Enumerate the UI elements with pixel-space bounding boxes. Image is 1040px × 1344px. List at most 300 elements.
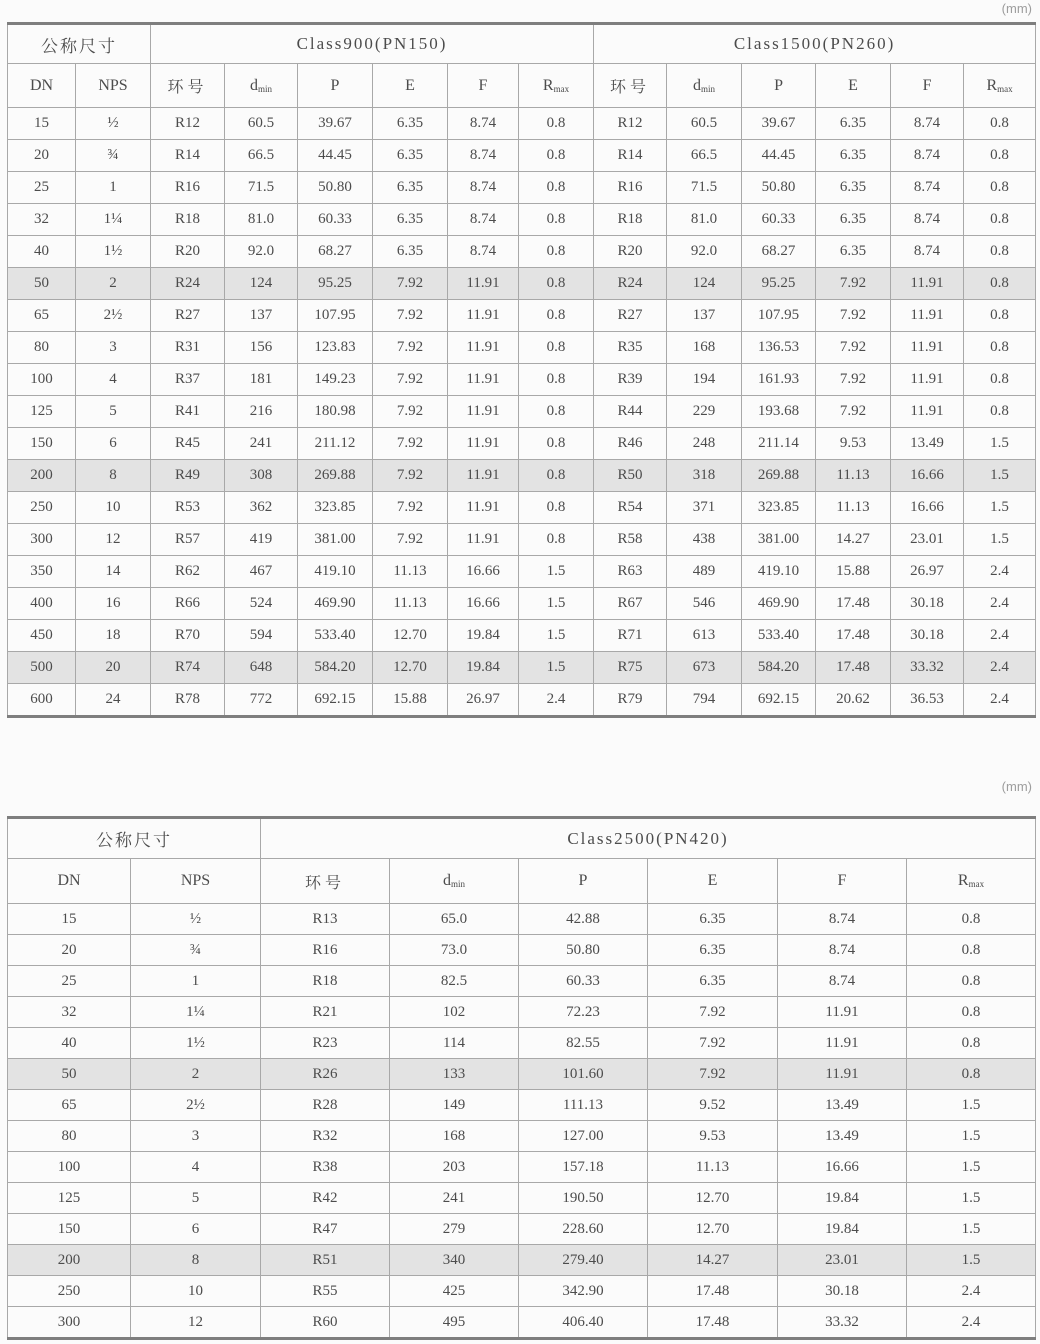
table-cell-p1: 127.00 — [519, 1121, 648, 1152]
table-cell-dmin1: 71.5 — [225, 172, 298, 204]
table-cell-rmax1: 2.4 — [907, 1276, 1036, 1307]
table-cell-dmin2: 124 — [667, 268, 742, 300]
table-row — [8, 556, 1036, 588]
nominal-size-header: 公称尺寸 — [8, 24, 151, 64]
table-cell-dmin1: 425 — [390, 1276, 519, 1307]
table-cell-e2: 7.92 — [816, 300, 891, 332]
table-cell-rmax2: 0.8 — [964, 108, 1036, 140]
table-cell-p2: 50.80 — [742, 172, 816, 204]
table-cell-f1: 8.74 — [448, 140, 519, 172]
table-cell-f2: 11.91 — [891, 268, 964, 300]
table-cell-rmax1: 0.8 — [519, 140, 594, 172]
table-cell-ring2: R39 — [594, 364, 667, 396]
col-header-p: P — [519, 859, 648, 904]
table-cell-ring2: R14 — [594, 140, 667, 172]
table-cell-f2: 8.74 — [891, 140, 964, 172]
table-cell-rmax2: 0.8 — [964, 140, 1036, 172]
table-cell-p1: 72.23 — [519, 997, 648, 1028]
table-cell-e2: 17.48 — [816, 620, 891, 652]
table-cell-rmax1: 1.5 — [519, 652, 594, 684]
table-cell-ring1: R18 — [151, 204, 225, 236]
table-cell-e1: 6.35 — [373, 236, 448, 268]
table-cell-p1: 323.85 — [298, 492, 373, 524]
table-cell-p1: 82.55 — [519, 1028, 648, 1059]
table-cell-dmin2: 613 — [667, 620, 742, 652]
table-cell-ring1: R27 — [151, 300, 225, 332]
table-cell-e1: 11.13 — [648, 1152, 778, 1183]
table-cell-dmin1: 524 — [225, 588, 298, 620]
table-cell-p1: 50.80 — [298, 172, 373, 204]
table-cell-rmax1: 1.5 — [907, 1121, 1036, 1152]
table-cell-dn: 65 — [8, 1090, 131, 1121]
table-cell-ring2: R16 — [594, 172, 667, 204]
table-cell-p2: 584.20 — [742, 652, 816, 684]
table-cell-e1: 7.92 — [373, 428, 448, 460]
table-cell-f1: 13.49 — [778, 1121, 907, 1152]
table-row — [8, 1059, 1036, 1090]
table-cell-dmin1: 340 — [390, 1245, 519, 1276]
table-cell-rmax1: 0.8 — [907, 966, 1036, 997]
table-cell-ring1: R42 — [261, 1183, 390, 1214]
table-cell-f1: 19.84 — [778, 1214, 907, 1245]
table-cell-p1: 123.83 — [298, 332, 373, 364]
table-cell-dmin2: 92.0 — [667, 236, 742, 268]
col-header-e-2: E — [816, 64, 891, 108]
col-header-ring-2: 环号 — [594, 64, 667, 108]
table-cell-ring1: R13 — [261, 904, 390, 935]
table-cell-rmax1: 0.8 — [519, 300, 594, 332]
table-cell-dn: 65 — [8, 300, 76, 332]
table-cell-nps: 8 — [76, 460, 151, 492]
table-cell-ring2: R12 — [594, 108, 667, 140]
table-row — [8, 620, 1036, 652]
table-cell-dn: 25 — [8, 966, 131, 997]
table-cell-e1: 6.35 — [373, 140, 448, 172]
table-cell-dmin1: 60.5 — [225, 108, 298, 140]
table-cell-rmax1: 0.8 — [519, 204, 594, 236]
table-cell-p2: 161.93 — [742, 364, 816, 396]
table-cell-dn: 150 — [8, 1214, 131, 1245]
ring-joint-table-class2500 — [7, 816, 1036, 1340]
table-cell-nps: 1½ — [131, 1028, 261, 1059]
table-cell-dmin1: 82.5 — [390, 966, 519, 997]
table-cell-dn: 100 — [8, 364, 76, 396]
table-cell-dmin1: 81.0 — [225, 204, 298, 236]
table-cell-f1: 8.74 — [448, 204, 519, 236]
table-cell-ring2: R46 — [594, 428, 667, 460]
table-cell-dmin1: 73.0 — [390, 935, 519, 966]
table-cell-f1: 11.91 — [448, 524, 519, 556]
table-cell-p2: 44.45 — [742, 140, 816, 172]
col-header-dmin-2: $d_{min}$ — [667, 64, 742, 108]
table-row — [8, 588, 1036, 620]
table-cell-rmax1: 0.8 — [907, 1028, 1036, 1059]
table-cell-ring2: R18 — [594, 204, 667, 236]
table-cell-dn: 300 — [8, 1307, 131, 1339]
table-cell-dmin1: 137 — [225, 300, 298, 332]
table-cell-rmax2: 1.5 — [964, 460, 1036, 492]
table-row — [8, 966, 1036, 997]
table-cell-f1: 13.49 — [778, 1090, 907, 1121]
col-header-dn: DN — [8, 64, 76, 108]
table-row — [8, 268, 1036, 300]
table-row — [8, 904, 1036, 935]
col-header-nps: NPS — [76, 64, 151, 108]
table-cell-p1: 190.50 — [519, 1183, 648, 1214]
col-header-e: E — [648, 859, 778, 904]
table-cell-nps: 6 — [76, 428, 151, 460]
table-cell-f1: 11.91 — [448, 268, 519, 300]
table-cell-e2: 6.35 — [816, 108, 891, 140]
table-cell-rmax1: 0.8 — [519, 364, 594, 396]
table-cell-p1: 419.10 — [298, 556, 373, 588]
table-cell-f1: 8.74 — [448, 236, 519, 268]
table-cell-f2: 8.74 — [891, 172, 964, 204]
table-cell-dn: 20 — [8, 935, 131, 966]
table-cell-dmin2: 438 — [667, 524, 742, 556]
col-header-dmin-1: $d_{min}$ — [225, 64, 298, 108]
table-cell-nps: 3 — [131, 1121, 261, 1152]
table-cell-p1: 157.18 — [519, 1152, 648, 1183]
table-row — [8, 524, 1036, 556]
table-cell-dmin2: 66.5 — [667, 140, 742, 172]
table-cell-nps: 16 — [76, 588, 151, 620]
table-cell-rmax1: 1.5 — [907, 1090, 1036, 1121]
table-cell-nps: 3 — [76, 332, 151, 364]
table-cell-e2: 6.35 — [816, 236, 891, 268]
table-cell-ring1: R21 — [261, 997, 390, 1028]
col-header-f-1: F — [448, 64, 519, 108]
table-row — [8, 935, 1036, 966]
table-cell-e1: 17.48 — [648, 1307, 778, 1339]
table-row — [8, 140, 1036, 172]
table-cell-f2: 33.32 — [891, 652, 964, 684]
table-cell-f2: 11.91 — [891, 396, 964, 428]
table-cell-rmax1: 0.8 — [907, 935, 1036, 966]
table-cell-rmax1: 0.8 — [519, 428, 594, 460]
table-cell-f2: 8.74 — [891, 108, 964, 140]
table-cell-nps: ¾ — [131, 935, 261, 966]
table-cell-nps: 2½ — [76, 300, 151, 332]
col-header-rmax-1: $R_{max}$ — [519, 64, 594, 108]
table-row — [8, 1121, 1036, 1152]
table-cell-rmax1: 0.8 — [907, 997, 1036, 1028]
table-cell-dn: 50 — [8, 268, 76, 300]
column-header-row — [8, 859, 1036, 904]
table-cell-f1: 11.91 — [448, 332, 519, 364]
table-cell-ring1: R74 — [151, 652, 225, 684]
table-cell-ring1: R53 — [151, 492, 225, 524]
table-cell-p2: 211.14 — [742, 428, 816, 460]
table-cell-p1: 95.25 — [298, 268, 373, 300]
table-cell-ring2: R35 — [594, 332, 667, 364]
table-cell-dn: 400 — [8, 588, 76, 620]
table-cell-p2: 95.25 — [742, 268, 816, 300]
table-row — [8, 204, 1036, 236]
table-cell-e2: 17.48 — [816, 652, 891, 684]
table-cell-p1: 107.95 — [298, 300, 373, 332]
table-cell-ring1: R49 — [151, 460, 225, 492]
table-cell-e2: 7.92 — [816, 268, 891, 300]
table-cell-p1: 279.40 — [519, 1245, 648, 1276]
table-row — [8, 1090, 1036, 1121]
table-cell-p1: 50.80 — [519, 935, 648, 966]
table-cell-e1: 9.52 — [648, 1090, 778, 1121]
table-cell-dmin1: 102 — [390, 997, 519, 1028]
table-cell-ring1: R51 — [261, 1245, 390, 1276]
table-cell-rmax1: 0.8 — [519, 460, 594, 492]
table-cell-dn: 80 — [8, 332, 76, 364]
table-cell-f2: 30.18 — [891, 588, 964, 620]
table-cell-f2: 11.91 — [891, 332, 964, 364]
table-row — [8, 172, 1036, 204]
table-cell-nps: 2 — [131, 1059, 261, 1090]
table-cell-dmin1: 168 — [390, 1121, 519, 1152]
table-cell-dmin1: 648 — [225, 652, 298, 684]
table-cell-rmax2: 1.5 — [964, 492, 1036, 524]
table-cell-dmin2: 489 — [667, 556, 742, 588]
table-cell-rmax2: 0.8 — [964, 300, 1036, 332]
table-cell-ring1: R57 — [151, 524, 225, 556]
table-cell-dmin1: 65.0 — [390, 904, 519, 935]
table-cell-e2: 11.13 — [816, 492, 891, 524]
table-cell-dn: 500 — [8, 652, 76, 684]
table-cell-e1: 7.92 — [648, 1028, 778, 1059]
table-cell-f2: 30.18 — [891, 620, 964, 652]
table-row — [8, 332, 1036, 364]
table-cell-e2: 6.35 — [816, 172, 891, 204]
table-cell-f1: 11.91 — [778, 1059, 907, 1090]
table-cell-rmax2: 0.8 — [964, 364, 1036, 396]
table-cell-rmax2: 0.8 — [964, 172, 1036, 204]
table-cell-e1: 7.92 — [373, 332, 448, 364]
table-cell-rmax1: 0.8 — [907, 904, 1036, 935]
table-cell-nps: 1¼ — [76, 204, 151, 236]
table-cell-dn: 32 — [8, 997, 131, 1028]
table-cell-e1: 6.35 — [648, 904, 778, 935]
table-cell-ring2: R44 — [594, 396, 667, 428]
table-cell-ring2: R54 — [594, 492, 667, 524]
table-cell-ring1: R32 — [261, 1121, 390, 1152]
table-cell-ring1: R60 — [261, 1307, 390, 1339]
table-cell-p1: 44.45 — [298, 140, 373, 172]
table-cell-dmin2: 194 — [667, 364, 742, 396]
table-cell-ring1: R45 — [151, 428, 225, 460]
table-cell-p1: 342.90 — [519, 1276, 648, 1307]
unit-note-top: (mm) — [1001, 1, 1032, 16]
table-cell-ring1: R55 — [261, 1276, 390, 1307]
table-cell-nps: 18 — [76, 620, 151, 652]
nominal-size-header: 公称尺寸 — [8, 818, 261, 859]
table-cell-f1: 16.66 — [448, 556, 519, 588]
table-cell-p2: 68.27 — [742, 236, 816, 268]
table-cell-e1: 14.27 — [648, 1245, 778, 1276]
table-cell-dmin2: 371 — [667, 492, 742, 524]
table-cell-nps: 12 — [76, 524, 151, 556]
table-cell-f2: 11.91 — [891, 364, 964, 396]
table-cell-p1: 101.60 — [519, 1059, 648, 1090]
table-cell-e1: 6.35 — [373, 172, 448, 204]
table-cell-ring2: R58 — [594, 524, 667, 556]
table-cell-p1: 180.98 — [298, 396, 373, 428]
table-cell-ring2: R71 — [594, 620, 667, 652]
table-cell-p2: 107.95 — [742, 300, 816, 332]
table-cell-nps: 1 — [76, 172, 151, 204]
table-cell-dmin1: 92.0 — [225, 236, 298, 268]
table-cell-e1: 11.13 — [373, 588, 448, 620]
table-cell-rmax1: 0.8 — [519, 492, 594, 524]
table-cell-f2: 8.74 — [891, 236, 964, 268]
col-header-rmax: $R_{max}$ — [907, 859, 1036, 904]
table-cell-rmax2: 2.4 — [964, 684, 1036, 717]
table-cell-dmin2: 60.5 — [667, 108, 742, 140]
table-cell-nps: ¾ — [76, 140, 151, 172]
table-cell-ring1: R66 — [151, 588, 225, 620]
table-cell-rmax1: 2.4 — [519, 684, 594, 717]
table-cell-dn: 200 — [8, 460, 76, 492]
table-cell-e1: 7.92 — [373, 460, 448, 492]
table-row — [8, 236, 1036, 268]
table-cell-f1: 16.66 — [778, 1152, 907, 1183]
table-cell-rmax2: 2.4 — [964, 652, 1036, 684]
table-row — [8, 492, 1036, 524]
table-cell-dn: 32 — [8, 204, 76, 236]
table-cell-rmax2: 0.8 — [964, 332, 1036, 364]
table-cell-f1: 11.91 — [448, 300, 519, 332]
table-cell-dmin1: 308 — [225, 460, 298, 492]
table-cell-rmax1: 1.5 — [519, 588, 594, 620]
table-cell-nps: 4 — [76, 364, 151, 396]
table-cell-f1: 11.91 — [448, 492, 519, 524]
table-cell-rmax1: 0.8 — [519, 172, 594, 204]
table-cell-f1: 19.84 — [448, 620, 519, 652]
table-cell-dmin1: 362 — [225, 492, 298, 524]
table-cell-rmax1: 1.5 — [907, 1183, 1036, 1214]
table-cell-p1: 42.88 — [519, 904, 648, 935]
table-cell-p2: 692.15 — [742, 684, 816, 717]
table-row — [8, 1276, 1036, 1307]
table-cell-rmax1: 0.8 — [519, 236, 594, 268]
table-cell-ring2: R63 — [594, 556, 667, 588]
table-cell-dmin1: 156 — [225, 332, 298, 364]
table-cell-nps: 4 — [131, 1152, 261, 1183]
table-cell-rmax1: 0.8 — [519, 396, 594, 428]
table-cell-e2: 7.92 — [816, 332, 891, 364]
table-cell-f1: 23.01 — [778, 1245, 907, 1276]
table-cell-rmax1: 2.4 — [907, 1307, 1036, 1339]
table-cell-e2: 11.13 — [816, 460, 891, 492]
table-cell-dn: 200 — [8, 1245, 131, 1276]
table-cell-ring2: R50 — [594, 460, 667, 492]
table-cell-f1: 33.32 — [778, 1307, 907, 1339]
table-cell-ring1: R14 — [151, 140, 225, 172]
table-cell-e1: 12.70 — [373, 620, 448, 652]
table-cell-rmax2: 1.5 — [964, 428, 1036, 460]
table-cell-e1: 7.92 — [373, 364, 448, 396]
table-cell-dn: 40 — [8, 236, 76, 268]
table-cell-f1: 11.91 — [448, 364, 519, 396]
table-cell-f2: 13.49 — [891, 428, 964, 460]
table-cell-e1: 7.92 — [373, 396, 448, 428]
table-cell-dn: 300 — [8, 524, 76, 556]
table-row — [8, 108, 1036, 140]
table-cell-rmax1: 1.5 — [907, 1152, 1036, 1183]
table-cell-nps: 1 — [131, 966, 261, 997]
table-cell-dn: 125 — [8, 1183, 131, 1214]
table-cell-rmax2: 2.4 — [964, 620, 1036, 652]
table-cell-e1: 7.92 — [373, 492, 448, 524]
table-cell-nps: 1½ — [76, 236, 151, 268]
table-cell-e2: 7.92 — [816, 364, 891, 396]
table-cell-dmin1: 772 — [225, 684, 298, 717]
table-cell-nps: 6 — [131, 1214, 261, 1245]
table-cell-p2: 469.90 — [742, 588, 816, 620]
group-header-row — [8, 24, 1036, 64]
table-cell-p1: 533.40 — [298, 620, 373, 652]
table-cell-ring2: R24 — [594, 268, 667, 300]
table-cell-rmax2: 0.8 — [964, 236, 1036, 268]
table-cell-p1: 149.23 — [298, 364, 373, 396]
group-header-class1500: Class1500(PN260) — [594, 24, 1036, 64]
table-cell-dmin2: 137 — [667, 300, 742, 332]
table-cell-e1: 6.35 — [648, 935, 778, 966]
ring-joint-table-class900-class1500 — [7, 22, 1036, 718]
table-cell-e1: 12.70 — [648, 1183, 778, 1214]
table-cell-ring1: R31 — [151, 332, 225, 364]
table-cell-p1: 111.13 — [519, 1090, 648, 1121]
table-cell-nps: 10 — [131, 1276, 261, 1307]
table-cell-e1: 17.48 — [648, 1276, 778, 1307]
table-row — [8, 396, 1036, 428]
table-cell-dn: 50 — [8, 1059, 131, 1090]
table-cell-e1: 15.88 — [373, 684, 448, 717]
table-cell-nps: 20 — [76, 652, 151, 684]
table-row — [8, 652, 1036, 684]
table-cell-rmax2: 0.8 — [964, 268, 1036, 300]
table-cell-ring1: R47 — [261, 1214, 390, 1245]
table-cell-dmin1: 495 — [390, 1307, 519, 1339]
table-cell-e2: 6.35 — [816, 204, 891, 236]
table-row — [8, 1028, 1036, 1059]
table-cell-dmin2: 673 — [667, 652, 742, 684]
table-cell-p2: 323.85 — [742, 492, 816, 524]
table-cell-f2: 16.66 — [891, 460, 964, 492]
table-cell-dmin1: 419 — [225, 524, 298, 556]
table-cell-rmax1: 1.5 — [519, 556, 594, 588]
table-row — [8, 1307, 1036, 1339]
table-cell-dmin2: 168 — [667, 332, 742, 364]
table-cell-dmin2: 248 — [667, 428, 742, 460]
table-cell-f1: 8.74 — [448, 108, 519, 140]
table-cell-dmin1: 594 — [225, 620, 298, 652]
table-cell-dmin1: 241 — [225, 428, 298, 460]
table-row — [8, 684, 1036, 717]
table-cell-f2: 23.01 — [891, 524, 964, 556]
table-cell-e1: 6.35 — [648, 966, 778, 997]
table-cell-p1: 406.40 — [519, 1307, 648, 1339]
table-cell-dmin1: 216 — [225, 396, 298, 428]
table-cell-f1: 11.91 — [448, 396, 519, 428]
table-cell-p1: 692.15 — [298, 684, 373, 717]
table-cell-e1: 7.92 — [648, 997, 778, 1028]
table-cell-dn: 450 — [8, 620, 76, 652]
table-cell-nps: 1¼ — [131, 997, 261, 1028]
table-cell-p1: 211.12 — [298, 428, 373, 460]
table-cell-p2: 533.40 — [742, 620, 816, 652]
table-cell-rmax1: 0.8 — [519, 268, 594, 300]
table-row — [8, 1152, 1036, 1183]
table-cell-ring1: R20 — [151, 236, 225, 268]
